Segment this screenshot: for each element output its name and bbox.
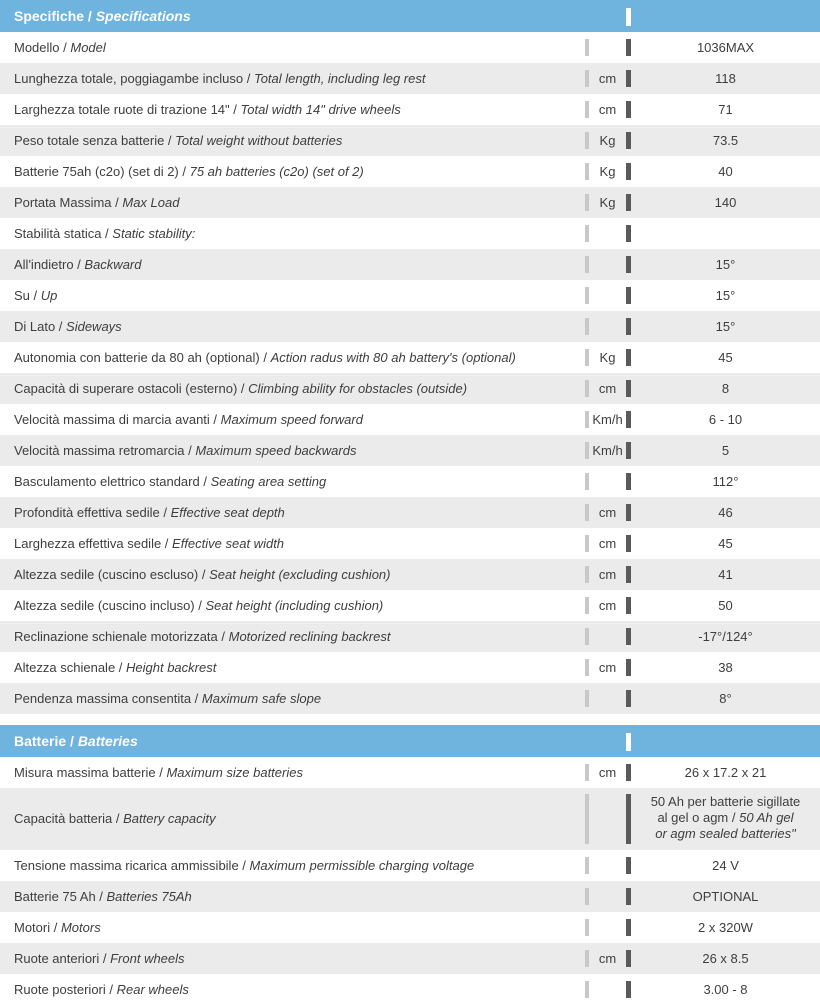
table-row [0, 757, 820, 788]
row-value: 38 [718, 660, 733, 675]
row-unit: Kg [599, 164, 616, 179]
header-divider [626, 8, 631, 26]
unit-divider [585, 981, 589, 998]
row-label-it: Profondità effettiva sedile / [14, 505, 171, 520]
table-row [0, 912, 820, 943]
table-row [0, 621, 820, 652]
row-label-en: Height backrest [126, 660, 217, 675]
row-unit: cm [598, 505, 617, 520]
row-label [14, 63, 425, 94]
row-value: 73.5 [712, 133, 739, 148]
row-label-en: Total weight without batteries [175, 133, 343, 148]
row-label-en: Maximum safe slope [201, 691, 322, 706]
row-unit: Km/h [592, 412, 623, 427]
row-value: 8 [721, 381, 730, 396]
unit-divider [585, 318, 589, 335]
row-value: 3.00 - 8 [703, 982, 748, 997]
row-label-en: 75 ah batteries (c2o) (set of 2) [189, 164, 364, 179]
row-label [14, 342, 516, 373]
table-row [0, 125, 820, 156]
row-value: 50 [718, 598, 733, 613]
row-label-it: Motori / [14, 920, 61, 935]
row-label [14, 683, 321, 714]
row-label-en: Maximum speed backwards [195, 443, 357, 458]
row-label [14, 435, 356, 466]
row-unit: cm [598, 598, 617, 613]
table-row [0, 94, 820, 125]
row-value: 15° [715, 288, 736, 303]
table-row [0, 373, 820, 404]
header-divider [626, 733, 631, 751]
row-label-it: Modello / [14, 40, 71, 55]
table-row [0, 528, 820, 559]
row-unit: cm [598, 71, 617, 86]
unit-divider [585, 857, 589, 874]
row-label [14, 373, 467, 404]
value-divider [626, 225, 631, 242]
table-row [0, 788, 820, 850]
row-label-en: Maximum permissible charging voltage [249, 858, 475, 873]
row-label [14, 466, 326, 497]
unit-divider [585, 794, 589, 844]
row-unit: Kg [599, 350, 616, 365]
row-label-it: Misura massima batterie / [14, 765, 167, 780]
row-label-it: Basculamento elettrico standard / [14, 474, 211, 489]
table-row [0, 404, 820, 435]
row-label-en: Backward [84, 257, 142, 272]
row-label [14, 943, 185, 974]
row-label-en: Maximum speed forward [220, 412, 363, 427]
row-label [14, 788, 216, 850]
row-label-it: Velocità massima di marcia avanti / [14, 412, 221, 427]
row-unit: cm [598, 765, 617, 780]
row-value-part: 50 Ah gel [739, 810, 794, 825]
table-row [0, 559, 820, 590]
row-label-en: Climbing ability for obstacles (outside) [248, 381, 468, 396]
table-row [0, 187, 820, 218]
row-unit: cm [598, 951, 617, 966]
row-label [14, 280, 57, 311]
row-label [14, 218, 195, 249]
row-label-it: Ruote posteriori / [14, 982, 117, 997]
row-label [14, 974, 189, 1005]
row-label [14, 404, 363, 435]
row-value-line: 50 Ah per batterie sigillate [650, 794, 801, 809]
row-value: 140 [714, 195, 737, 210]
batteries-table [0, 725, 820, 1005]
unit-divider [585, 256, 589, 273]
table-row [0, 435, 820, 466]
table-row [0, 881, 820, 912]
table-row [0, 974, 820, 1005]
row-value-part: or agm sealed batteries" [655, 826, 796, 841]
table-row [0, 652, 820, 683]
row-label-en: Effective seat depth [170, 505, 285, 520]
unit-divider [585, 287, 589, 304]
row-label [14, 590, 383, 621]
row-label [14, 249, 141, 280]
row-unit: Kg [599, 195, 616, 210]
row-label-en: Seat height (excluding cushion) [209, 567, 391, 582]
row-label [14, 850, 474, 881]
row-value-line [631, 826, 820, 842]
row-label [14, 881, 192, 912]
row-label [14, 32, 106, 63]
row-label-en: Sideways [66, 319, 122, 334]
table-row [0, 218, 820, 249]
row-value: 24 V [712, 858, 739, 873]
row-value: OPTIONAL [692, 889, 759, 904]
row-label-en: Model [70, 40, 106, 55]
table-row [0, 683, 820, 714]
row-label-it: Di Lato / [14, 319, 67, 334]
row-label-it: Capacità di superare ostacoli (esterno) / [14, 381, 249, 396]
row-label-en: Motorized reclining backrest [228, 629, 391, 644]
table-row [0, 156, 820, 187]
row-label-it: Tensione massima ricarica ammissibile / [14, 858, 250, 873]
row-unit: cm [598, 567, 617, 582]
batteries-header [0, 725, 820, 757]
row-label-it: Capacità batteria / [14, 811, 124, 826]
row-label [14, 187, 179, 218]
row-label-en: Static stability: [112, 226, 196, 241]
row-value: 26 x 17.2 x 21 [684, 765, 767, 780]
row-unit: cm [598, 381, 617, 396]
row-value: 45 [718, 536, 733, 551]
row-label-en: Seating area setting [210, 474, 327, 489]
row-label-en: Motors [60, 920, 101, 935]
row-label-en: Total width 14" drive wheels [240, 102, 401, 117]
table-row [0, 311, 820, 342]
row-value: 15° [715, 319, 736, 334]
row-label-it: Autonomia con batterie da 80 ah (optional) / [14, 350, 271, 365]
row-value: 5 [721, 443, 730, 458]
row-value: 118 [715, 71, 736, 86]
row-unit: Kg [599, 133, 616, 148]
row-label [14, 912, 101, 943]
row-value-line [631, 810, 820, 826]
row-value: 71 [718, 102, 733, 117]
row-value: 8° [719, 691, 732, 706]
row-label-en: Seat height (including cushion) [205, 598, 384, 613]
row-label-en: Batteries 75Ah [106, 889, 192, 904]
row-label-it: Pendenza massima consentita / [14, 691, 202, 706]
batteries-title: Batterie / Batteries [14, 733, 138, 749]
table-row [0, 32, 820, 63]
row-label [14, 559, 390, 590]
table-row [0, 943, 820, 974]
row-value: 45 [718, 350, 733, 365]
row-value: -17°/124° [698, 629, 753, 644]
unit-divider [585, 225, 589, 242]
row-label [14, 311, 122, 342]
row-label-it: Lunghezza totale, poggiagambe incluso / [14, 71, 254, 86]
row-unit: cm [598, 102, 617, 117]
row-value: 41 [718, 567, 733, 582]
table-row [0, 590, 820, 621]
row-unit: cm [598, 536, 617, 551]
row-label-it: Altezza schienale / [14, 660, 127, 675]
row-label-en: Total length, including leg rest [253, 71, 426, 86]
row-label-en: Max Load [122, 195, 180, 210]
row-value: 2 x 320W [698, 920, 753, 935]
row-label [14, 156, 364, 187]
row-value: 26 x 8.5 [702, 951, 749, 966]
row-label-en: Battery capacity [123, 811, 216, 826]
row-value: 1036MAX [696, 40, 755, 55]
row-label-en: Up [40, 288, 58, 303]
row-label-it: Velocità massima retromarcia / [14, 443, 196, 458]
table-row [0, 466, 820, 497]
row-label-en: Maximum size batteries [166, 765, 303, 780]
unit-divider [585, 690, 589, 707]
row-label-it: Batterie 75 Ah / [14, 889, 107, 904]
row-label-it: Larghezza totale ruote di trazione 14" / [14, 102, 241, 117]
row-value-part: al gel o agm / [657, 810, 740, 825]
unit-divider [585, 888, 589, 905]
table-row [0, 63, 820, 94]
row-label [14, 652, 216, 683]
row-label [14, 528, 284, 559]
table-row [0, 342, 820, 373]
row-label-en: Effective seat width [172, 536, 285, 551]
row-label-it: Altezza sedile (cuscino escluso) / [14, 567, 210, 582]
table-row [0, 497, 820, 528]
row-label [14, 125, 342, 156]
row-label-it: Larghezza effettiva sedile / [14, 536, 173, 551]
row-label-it: Stabilità statica / [14, 226, 113, 241]
row-label [14, 757, 303, 788]
row-unit: Km/h [592, 443, 623, 458]
row-value: 15° [715, 257, 736, 272]
row-value: 46 [718, 505, 733, 520]
row-label-it: All'indietro / [14, 257, 85, 272]
row-label [14, 94, 401, 125]
row-label-it: Peso totale senza batterie / [14, 133, 176, 148]
row-label-en: Action radus with 80 ah battery's (optional) [270, 350, 516, 365]
table-row [0, 280, 820, 311]
row-value: 112° [712, 474, 739, 489]
row-label-it: Su / [14, 288, 41, 303]
unit-divider [585, 919, 589, 936]
row-label [14, 621, 390, 652]
row-label-it: Altezza sedile (cuscino incluso) / [14, 598, 206, 613]
row-label-it: Ruote anteriori / [14, 951, 111, 966]
table-row [0, 249, 820, 280]
row-value [631, 794, 820, 842]
row-label-en: Front wheels [110, 951, 185, 966]
specifications-title: Specifiche / Specifications [14, 8, 191, 24]
row-label-it: Portata Massima / [14, 195, 123, 210]
unit-divider [585, 473, 589, 490]
row-label-it: Batterie 75ah (c2o) (set di 2) / [14, 164, 190, 179]
unit-divider [585, 39, 589, 56]
row-label-en: Rear wheels [116, 982, 189, 997]
row-value: 40 [718, 164, 733, 179]
specifications-header [0, 0, 820, 32]
row-label-it: Reclinazione schienale motorizzata / [14, 629, 229, 644]
row-label [14, 497, 285, 528]
row-unit: cm [598, 660, 617, 675]
unit-divider [585, 628, 589, 645]
table-row [0, 850, 820, 881]
row-value: 6 - 10 [708, 412, 743, 427]
